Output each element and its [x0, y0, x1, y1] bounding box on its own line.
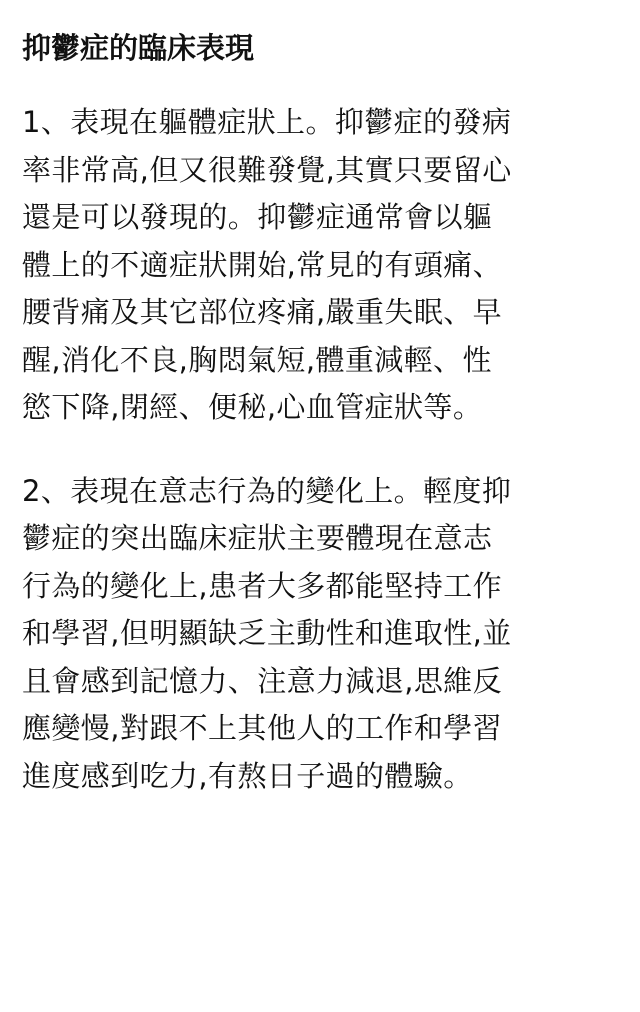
- paragraph-line: 鬱症的突出臨床症狀主要體現在意志: [22, 521, 493, 555]
- article-title: 抑鬱症的臨床表現: [22, 31, 255, 65]
- paragraph-line: 體上的不適症狀開始,常見的有頭痛、: [22, 247, 503, 282]
- paragraph-somatic-symptoms: [22, 99, 618, 432]
- paragraph-line: 且會感到記憶力、注意力減退,思維反: [22, 663, 503, 698]
- paragraph-behavior-changes: [22, 468, 618, 801]
- paragraph-line: 腰背痛及其它部位疼痛,嚴重失眠、早: [22, 295, 503, 329]
- paragraph-line: 還是可以發現的。抑鬱症通常會以軀: [22, 200, 493, 234]
- paragraph-line: 行為的變化上,患者大多都能堅持工作: [22, 568, 503, 603]
- paragraph-line: 1、表現在軀體症狀上。抑鬱症的發病: [22, 105, 512, 139]
- paragraph-line: 和學習,但明顯缺乏主動性和進取性,並: [22, 616, 512, 650]
- paragraph-line: 進度感到吃力,有熬日子過的體驗。: [22, 758, 473, 793]
- paragraph-line: 應變慢,對跟不上其他人的工作和學習: [22, 711, 503, 745]
- paragraph-line: 醒,消化不良,胸悶氣短,體重減輕、性: [22, 342, 492, 377]
- paragraph-line: 2、表現在意志行為的變化上。輕度抑: [22, 473, 512, 508]
- paragraph-line: 慾下降,閉經、便秘,心血管症狀等。: [22, 390, 483, 424]
- paragraph-line: 率非常高,但又很難發覺,其實只要留心: [22, 152, 512, 187]
